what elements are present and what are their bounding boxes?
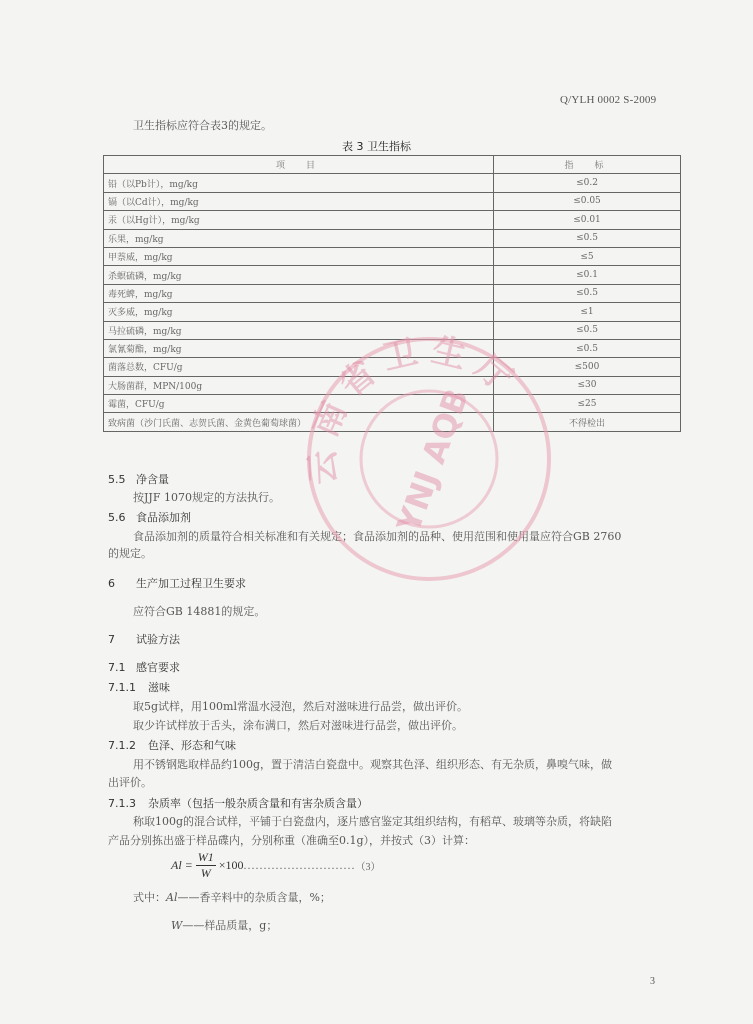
section-7-1-3-body-line2: 产品分别拣出盛于样品碟内，分别称重（准确至0.1g），并按式（3）计算：: [108, 834, 476, 847]
intro-text: 卫生指标应符合表3的规定。: [133, 119, 272, 132]
section-7-heading: 7 试验方法: [108, 633, 180, 646]
row-value: ≤0.5: [494, 229, 681, 247]
section-7-1-1-body-line2: 取少许试样放于舌头，涂布满口，然后对滋味进行品尝，做出评价。: [133, 719, 463, 732]
where-desc-al: ——香辛料中的杂质含量，%；: [177, 891, 331, 904]
section-5-6-heading: 5.6 食品添加剂: [108, 511, 191, 524]
where-desc-w: ——样品质量，g；: [182, 919, 278, 932]
table-row: [104, 192, 681, 210]
table-row: [104, 321, 681, 339]
table-header-row: [104, 156, 681, 174]
row-item: 甲萘威，mg/kg: [104, 247, 494, 265]
row-item: 杀螟硫磷，mg/kg: [104, 266, 494, 284]
section-6-heading: 6 生产加工过程卫生要求: [108, 577, 246, 590]
row-item: 铅（以Pb计），mg/kg: [104, 174, 494, 192]
row-value: ≤500: [494, 358, 681, 376]
column-header-item: 项 目: [104, 156, 494, 174]
formula-lhs: Al =: [171, 858, 193, 872]
table-row: [104, 284, 681, 302]
row-item: 汞（以Hg计），mg/kg: [104, 211, 494, 229]
row-value: ≤0.2: [494, 174, 681, 192]
row-item: 致病菌（沙门氏菌、志贺氏菌、金黄色葡萄球菌）: [104, 413, 494, 431]
table-row: [104, 229, 681, 247]
row-item: 乐果，mg/kg: [104, 229, 494, 247]
svg-text:云南省卫生厅: 云南省卫生厅: [302, 329, 528, 486]
table-row: [104, 247, 681, 265]
where-line-2: [171, 919, 277, 933]
row-value: ≤1: [494, 303, 681, 321]
section-5-5-heading: 5.5 净含量: [108, 473, 169, 486]
row-item: 镉（以Cd计），mg/kg: [104, 192, 494, 210]
row-value: 不得检出: [494, 413, 681, 431]
row-value: ≤30: [494, 376, 681, 394]
formula-fraction: [196, 850, 216, 881]
table-row: [104, 413, 681, 431]
section-7-1-2-heading: 7.1.2 色泽、形态和气味: [108, 739, 236, 752]
column-header-index: 指 标: [494, 156, 681, 174]
where-symbol-al: Al: [166, 891, 178, 904]
row-item: 霉菌，CFU/g: [104, 395, 494, 413]
table-row: [104, 358, 681, 376]
hygiene-index-table: [103, 155, 681, 432]
table-title: 表 3 卫生指标: [342, 140, 411, 153]
section-7-1-2-body-line2: 出评价。: [108, 776, 152, 789]
row-value: ≤0.01: [494, 211, 681, 229]
formula-denominator: W: [200, 866, 211, 880]
formula-tag: （3）: [355, 862, 381, 873]
row-item: 灭多威，mg/kg: [104, 303, 494, 321]
row-item: 菌落总数，CFU/g: [104, 358, 494, 376]
where-lead: 式中：: [133, 891, 166, 904]
document-code: Q/YLH 0002 S-2009: [560, 94, 657, 106]
row-value: ≤0.5: [494, 339, 681, 357]
formula-times: ×100: [218, 858, 244, 872]
row-value: ≤0.5: [494, 284, 681, 302]
row-value: ≤0.5: [494, 321, 681, 339]
page-number: 3: [650, 976, 655, 987]
table-row: [104, 339, 681, 357]
section-7-1-1-heading: 7.1.1 滋味: [108, 681, 170, 694]
formula-3: [171, 850, 381, 881]
table-row: [104, 266, 681, 284]
row-item: 大肠菌群，MPN/100g: [104, 376, 494, 394]
row-item: 毒死蜱，mg/kg: [104, 284, 494, 302]
svg-text:YNJ AQB: YNJ AQB: [389, 383, 477, 538]
formula-numerator: W1: [197, 850, 214, 864]
where-symbol-w: W: [171, 919, 183, 932]
row-value: ≤0.1: [494, 266, 681, 284]
table-row: [104, 211, 681, 229]
formula-dots: ............................: [243, 858, 356, 872]
section-5-6-body-line1: 食品添加剂的质量符合相关标准和有关规定；食品添加剂的品种、使用范围和使用量应符合GB 2760: [133, 530, 622, 543]
section-6-body: 应符合GB 14881的规定。: [133, 605, 266, 618]
table-row: [104, 174, 681, 192]
row-value: ≤25: [494, 395, 681, 413]
section-7-1-3-heading: 7.1.3 杂质率（包括一般杂质含量和有害杂质含量）: [108, 797, 368, 810]
table-row: [104, 376, 681, 394]
where-line-1: [133, 891, 331, 905]
section-7-1-2-body-line1: 用不锈钢匙取样品约100g，置于清洁白瓷盘中。观察其色泽、组织形态、有无杂质，鼻嗅气味，做: [133, 758, 613, 771]
section-5-6-body-line2: 的规定。: [108, 547, 152, 560]
row-value: ≤0.05: [494, 192, 681, 210]
section-5-5-body: 按JJF 1070规定的方法执行。: [133, 491, 280, 504]
table-row: [104, 303, 681, 321]
row-item: 马拉硫磷，mg/kg: [104, 321, 494, 339]
table-row: [104, 395, 681, 413]
row-value: ≤5: [494, 247, 681, 265]
section-7-1-3-body-line1: 称取100g的混合试样，平铺于白瓷盘内，逐片感官鉴定其组织结构，有稻草、玻璃等杂质，将缺陷: [133, 815, 613, 828]
row-item: 氯氰菊酯，mg/kg: [104, 339, 494, 357]
section-7-1-heading: 7.1 感官要求: [108, 661, 180, 674]
section-7-1-1-body-line1: 取5g试样，用100ml常温水浸泡，然后对滋味进行品尝，做出评价。: [133, 700, 468, 713]
